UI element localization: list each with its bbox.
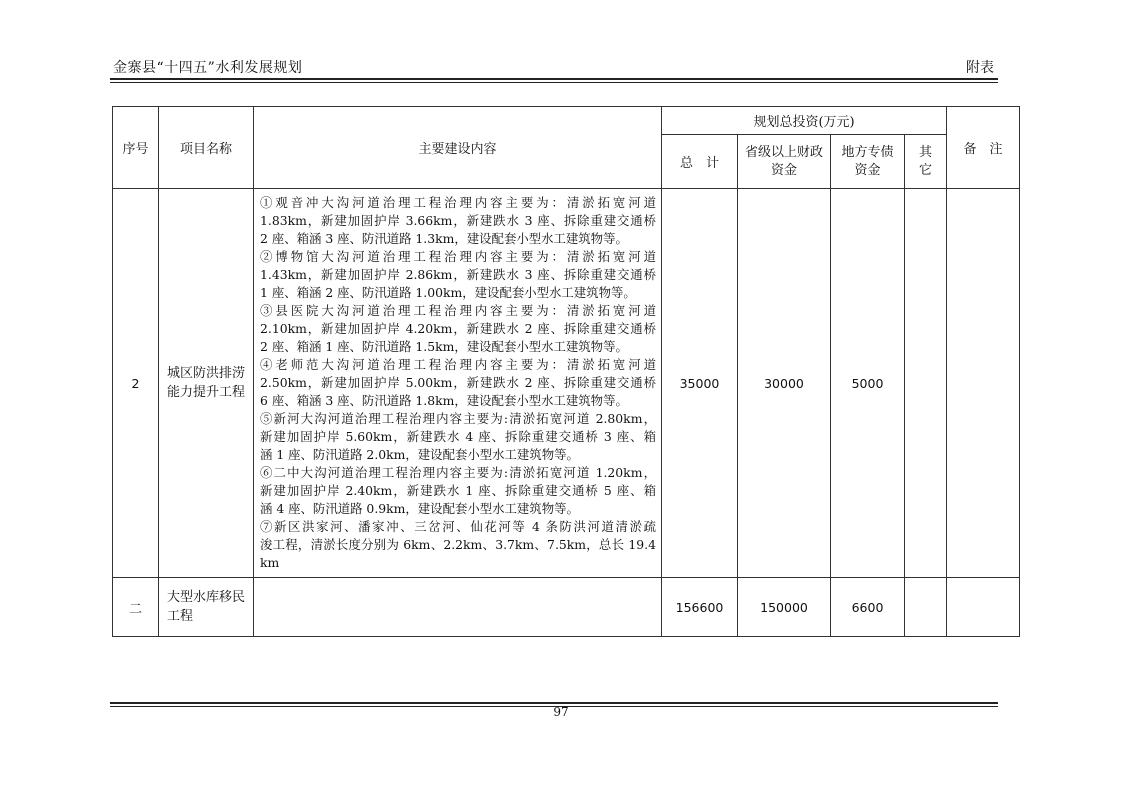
content-line: 6 座、箱涵 3 座、防汛道路 1.8km，建设配套小型水工建筑物等。 [260, 393, 628, 408]
content-line: ⑥二中大沟河道治理工程治理内容主要为:清淤拓宽河道 1.20km， [260, 465, 656, 480]
table-row [113, 189, 1020, 578]
header-content: 主要建设内容 [254, 107, 662, 189]
content-line: ⑦新区洪家河、潘家冲、三岔河、仙花河等 4 条防洪河道清淤疏 [260, 519, 656, 534]
row-content [254, 189, 662, 578]
content-line: 涵 1 座、防汛道路 2.0km，建设配套小型水工建筑物等。 [260, 447, 579, 462]
row-total: 35000 [662, 189, 738, 578]
row-local: 6600 [831, 578, 905, 637]
row-content [254, 578, 662, 637]
row-seq: 2 [113, 189, 159, 578]
content-line: 1.83km，新建加固护岸 3.66km，新建跌水 3 座、拆除重建交通桥 [260, 213, 656, 228]
row-other [905, 578, 947, 637]
row-remark [947, 578, 1020, 637]
row-total: 156600 [662, 578, 738, 637]
header-name: 项目名称 [159, 107, 254, 189]
content-line: 浚工程，清淤长度分别为 6km、2.2km、3.7km、7.5km，总长 19.4km [260, 537, 656, 570]
header-total: 总 计 [662, 135, 738, 189]
content-line: 1 座、箱涵 2 座、防汛道路 1.00km，建设配套小型水工建筑物等。 [260, 285, 636, 300]
header-provincial: 省级以上财政资金 [738, 135, 831, 189]
row-name: 大型水库移民工程 [159, 578, 254, 637]
table-row [113, 578, 1020, 637]
content-line: 新建加固护岸 5.60km，新建跌水 4 座、拆除重建交通桥 3 座、箱 [260, 429, 656, 444]
row-seq: 二 [113, 578, 159, 637]
page-number: 97 [553, 705, 569, 719]
content-line: 1.43km，新建加固护岸 2.86km，新建跌水 3 座、拆除重建交通桥 [260, 267, 656, 282]
content-line: 2 座、箱涵 3 座、防汛道路 1.3km，建设配套小型水工建筑物等。 [260, 231, 628, 246]
header-invest-group: 规划总投资(万元) [662, 107, 947, 135]
content-line: ⑤新河大沟河道治理工程治理内容主要为:清淤拓宽河道 2.80km， [260, 411, 656, 426]
content-line: 涵 4 座、防汛道路 0.9km，建设配套小型水工建筑物等。 [260, 501, 579, 516]
content-line: ③县医院大沟河道治理工程治理内容主要为：清淤拓宽河道 [260, 303, 656, 318]
footer-rule [110, 702, 998, 704]
header-title: 金寨县“十四五”水利发展规划 [113, 60, 303, 76]
header-rule-thin [110, 82, 998, 83]
header-local: 地方专债资金 [831, 135, 905, 189]
content-line: ①观音冲大沟河道治理工程治理内容主要为：清淤拓宽河道 [260, 195, 656, 210]
content-line: 新建加固护岸 2.40km，新建跌水 1 座、拆除重建交通桥 5 座、箱 [260, 483, 656, 498]
row-local: 5000 [831, 189, 905, 578]
row-other [905, 189, 947, 578]
row-remark [947, 189, 1020, 578]
row-name: 城区防洪排涝能力提升工程 [159, 189, 254, 578]
header-section: 附表 [966, 60, 994, 76]
header-seq: 序号 [113, 107, 159, 189]
row-provincial: 30000 [738, 189, 831, 578]
content-line: ②博物馆大沟河道治理工程治理内容主要为：清淤拓宽河道 [260, 249, 656, 264]
header-remark: 备 注 [947, 107, 1020, 189]
investment-table [112, 106, 1020, 637]
content-line: 2.10km，新建加固护岸 4.20km，新建跌水 2 座、拆除重建交通桥 [260, 321, 656, 336]
header-rule [110, 78, 998, 80]
content-line: ④老师范大沟河道治理工程治理内容主要为：清淤拓宽河道 [260, 357, 656, 372]
row-provincial: 150000 [738, 578, 831, 637]
content-line: 2 座、箱涵 1 座、防汛道路 1.5km，建设配套小型水工建筑物等。 [260, 339, 628, 354]
content-line: 2.50km，新建加固护岸 5.00km，新建跌水 2 座、拆除重建交通桥 [260, 375, 656, 390]
header-other: 其它 [905, 135, 947, 189]
